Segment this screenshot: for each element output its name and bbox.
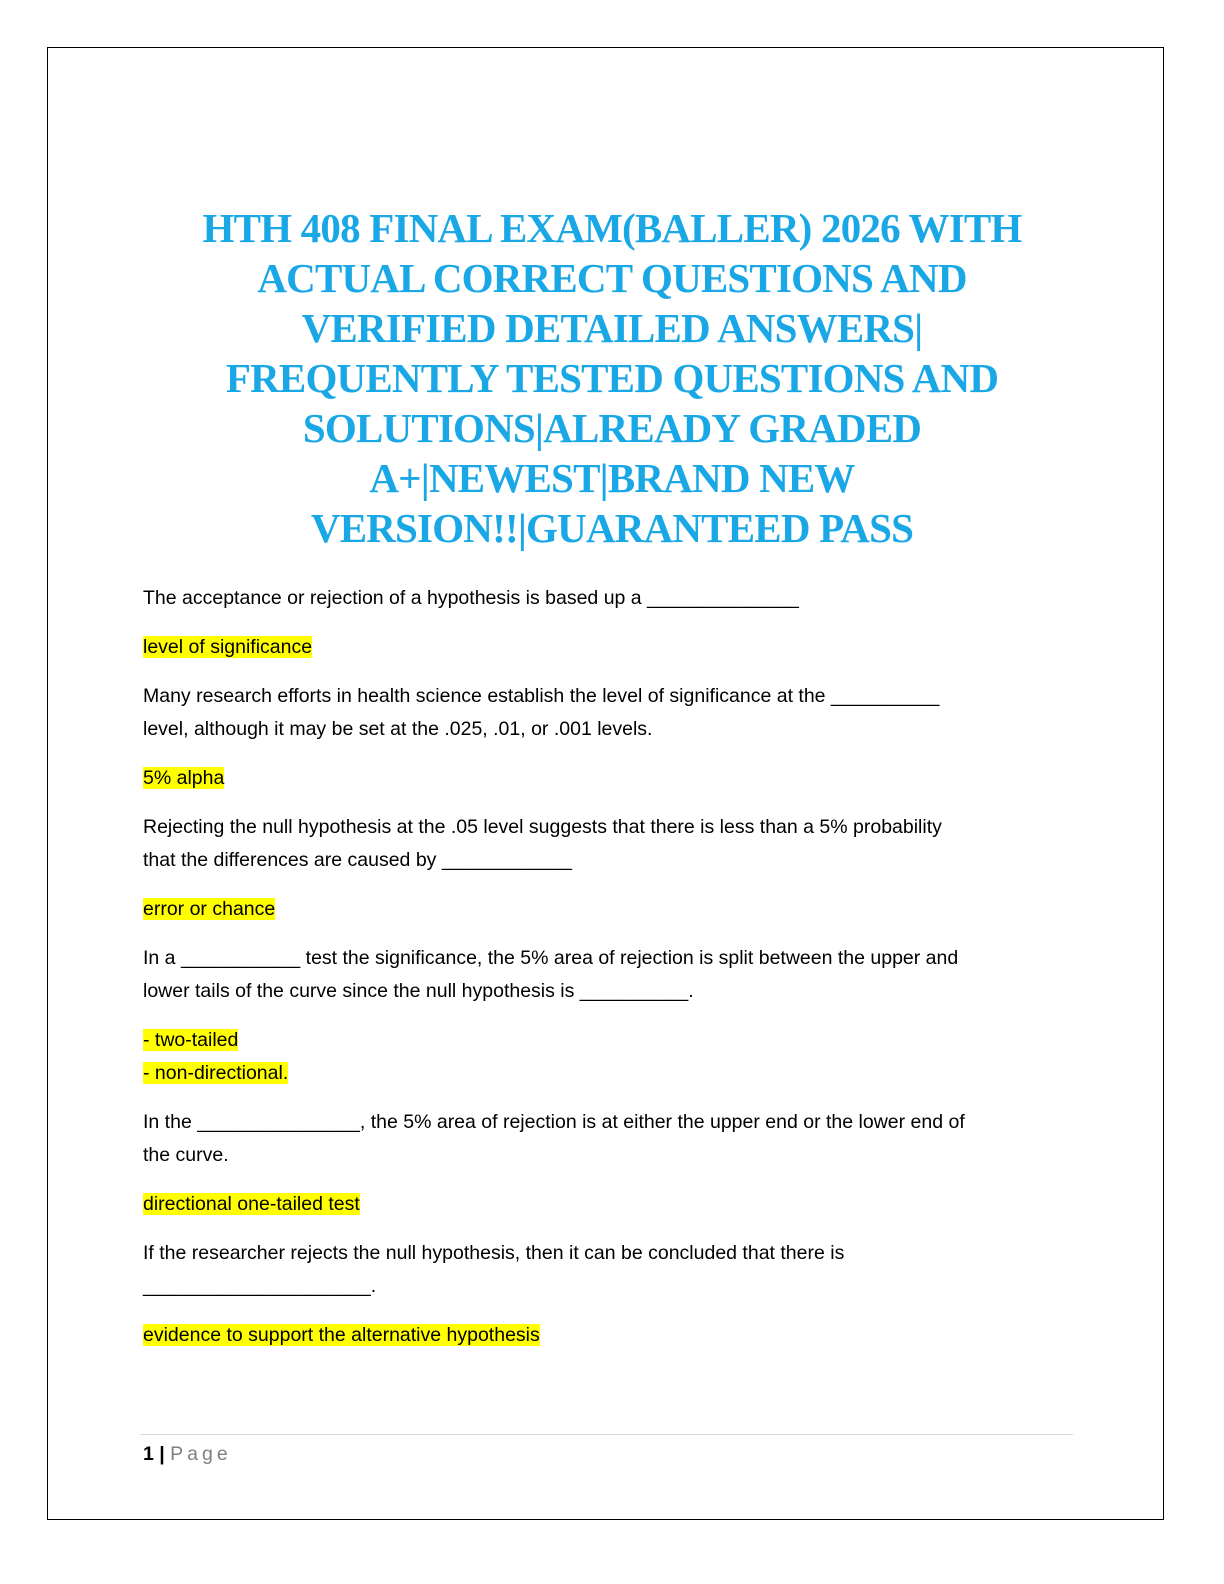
answer-highlight: evidence to support the alternative hypothesis [143, 1324, 540, 1346]
answer-4a [143, 1024, 1083, 1057]
question-line: Rejecting the null hypothesis at the .05 level suggests that there is less than a 5% probability [143, 816, 942, 838]
qa-content [143, 582, 1083, 1368]
footer-divider [140, 1434, 1073, 1435]
question-2 [143, 680, 1083, 746]
answer-highlight: directional one-tailed test [143, 1193, 360, 1215]
answer-highlight: - non-directional. [143, 1062, 289, 1084]
page-footer [143, 1440, 232, 1468]
answer-2 [143, 762, 1083, 795]
question-line: lower tails of the curve since the null hypothesis is __________. [143, 980, 694, 1002]
answer-3 [143, 893, 1083, 926]
document-title [130, 203, 1094, 553]
answer-highlight: level of significance [143, 636, 313, 658]
answer-5 [143, 1188, 1083, 1221]
question-6 [143, 1237, 1083, 1303]
answer-highlight: error or chance [143, 898, 276, 920]
page-number: 1 [143, 1443, 154, 1465]
question-line: the curve. [143, 1144, 229, 1166]
question-5 [143, 1106, 1083, 1172]
question-line: _____________________. [143, 1275, 377, 1297]
question-line: In a ___________ test the significance, the 5% area of rejection is split between the upper and [143, 947, 959, 969]
question-line: In the _______________, the 5% area of rejection is at either the upper end or the lower end of [143, 1111, 965, 1133]
footer-separator: | [159, 1443, 165, 1465]
title-line-3: VERIFIED DETAILED ANSWERS| [301, 305, 923, 351]
question-line: Many research efforts in health science establish the level of significance at the __________ [143, 685, 940, 707]
answer-1 [143, 631, 1083, 664]
title-line-1: HTH 408 FINAL EXAM(BALLER) 2026 WITH [202, 205, 1022, 251]
question-1: The acceptance or rejection of a hypothesis is based up a ______________ [143, 587, 799, 609]
question-line: level, although it may be set at the .025, .01, or .001 levels. [143, 718, 653, 740]
question-line: that the differences are caused by ____________ [143, 849, 572, 871]
question-4 [143, 942, 1083, 1008]
title-line-6: A+|NEWEST|BRAND NEW [369, 455, 855, 501]
title-line-4: FREQUENTLY TESTED QUESTIONS AND [225, 355, 999, 401]
title-line-5: SOLUTIONS|ALREADY GRADED [302, 405, 922, 451]
title-line-2: ACTUAL CORRECT QUESTIONS AND [257, 255, 967, 301]
question-line: If the researcher rejects the null hypothesis, then it can be concluded that there is [143, 1242, 845, 1264]
question-3 [143, 811, 1083, 877]
answer-highlight: - two-tailed [143, 1029, 239, 1051]
page-label: Page [170, 1443, 232, 1465]
answer-highlight: 5% alpha [143, 767, 225, 789]
title-line-7: VERSION!!|GUARANTEED PASS [310, 505, 914, 551]
answer-6 [143, 1319, 1083, 1352]
answer-4b [143, 1057, 1083, 1090]
